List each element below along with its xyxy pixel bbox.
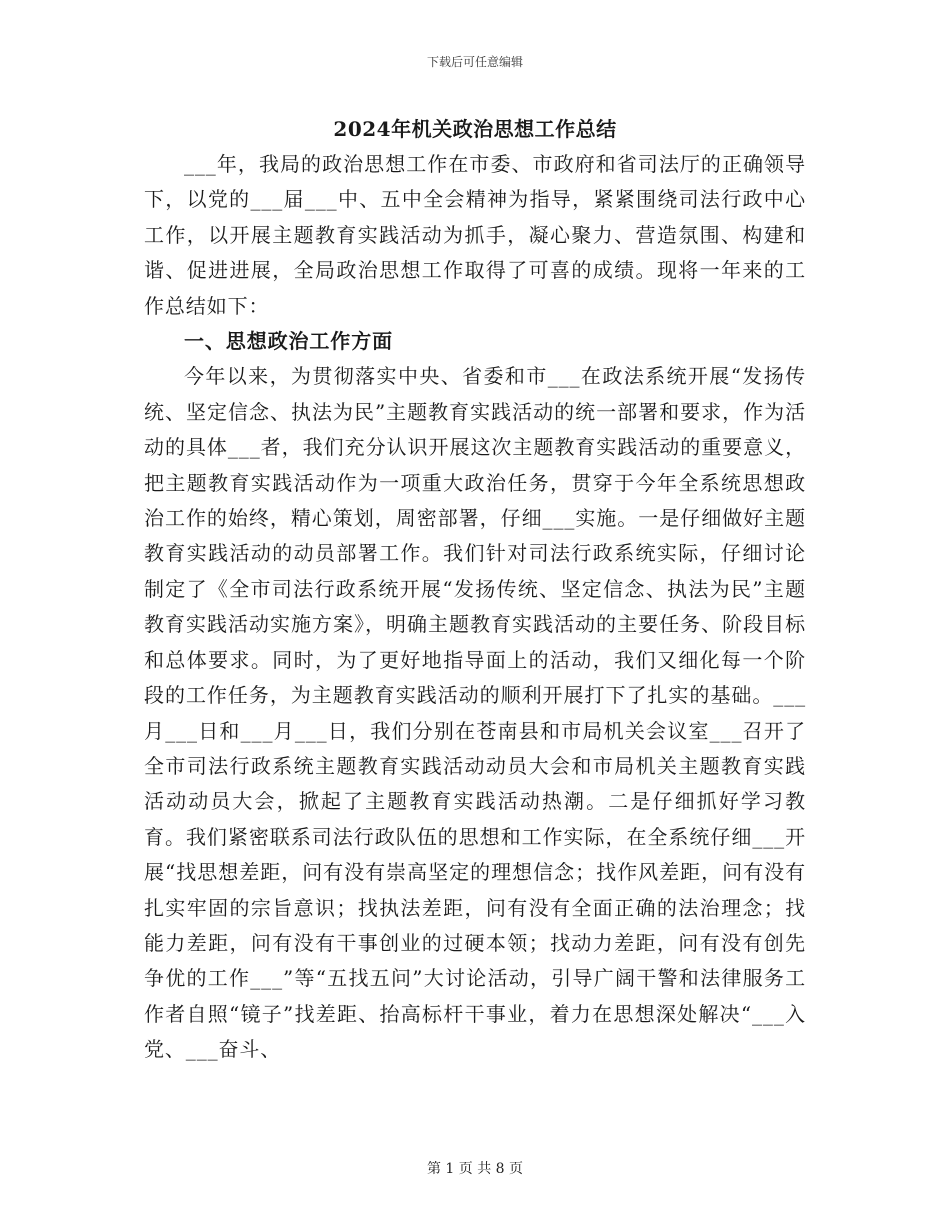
document-body	[144, 147, 806, 1068]
document-title: 2024年机关政治思想工作总结	[333, 117, 617, 141]
intro-paragraph: ___年，我局的政治思想工作在市委、市政府和省司法厅的正确领导下，以党的___届___中、五中全会精神为指导，紧紧围绕司法行政中心工作，以开展主题教育实践活动为抓手，凝心聚力、营造氛围、构建和谐、促进进展，全局政治思想工作取得了可喜的成绩。现将一年来的工作总结如下：	[144, 152, 806, 318]
section-paragraph: 今年以来，为贯彻落实中央、省委和市___在政法系统开展“发扬传统、坚定信念、执法为民”主题教育实践活动的统一部署和要求，作为活动的具体___者，我们充分认识开展这次主题教育实践活动的重要意义，把主题教育实践活动作为一项重大政治任务，贯穿于今年全系统思想政治工作的始终，精心策划，周密部署，仔细___实施。一是仔细做好主题教育实践活动的动员部署工作。我们针对司法行政系统实际，仔细讨论制定了《全市司法行政系统开展“发扬传统、坚定信念、执法为民”主题教育实践活动实施方案》，明确主题教育实践活动的主要任务、阶段目标和总体要求。同时，为了更好地指导面上的活动，我们又细化每一个阶段的工作任务，为主题教育实践活动的顺利开展打下了扎实的基础。___月___日和___月___日，我们分别在苍南县和市局机关会议室___召开了全市司法行政系统主题教育实践活动动员大会和市局机关主题教育实践活动动员大会，掀起了主题教育实践活动热潮。二是仔细抓好学习教育。我们紧密联系司法行政队伍的思想和工作实际，在全系统仔细___开展“找思想差距，问有没有崇高坚定的理想信念；找作风差距，问有没有扎实牢固的宗旨意识；找执法差距，问有没有全面正确的法治理念；找能力差距，问有没有干事创业的过硬本领；找动力差距，问有没有创先争优的工作___”等“五找五问”大讨论活动，引导广阔干警和法律服务工作者自照“镜子”找差距、抬高标杆干事业，着力在思想深处解决“___入党、___奋斗、	[144, 364, 806, 1062]
section-heading: 一、思想政治工作方面	[184, 329, 393, 354]
page-header-note: 下载后可任意编辑	[426, 55, 523, 69]
page-number: 第 1 页 共 8 页	[426, 1161, 524, 1177]
